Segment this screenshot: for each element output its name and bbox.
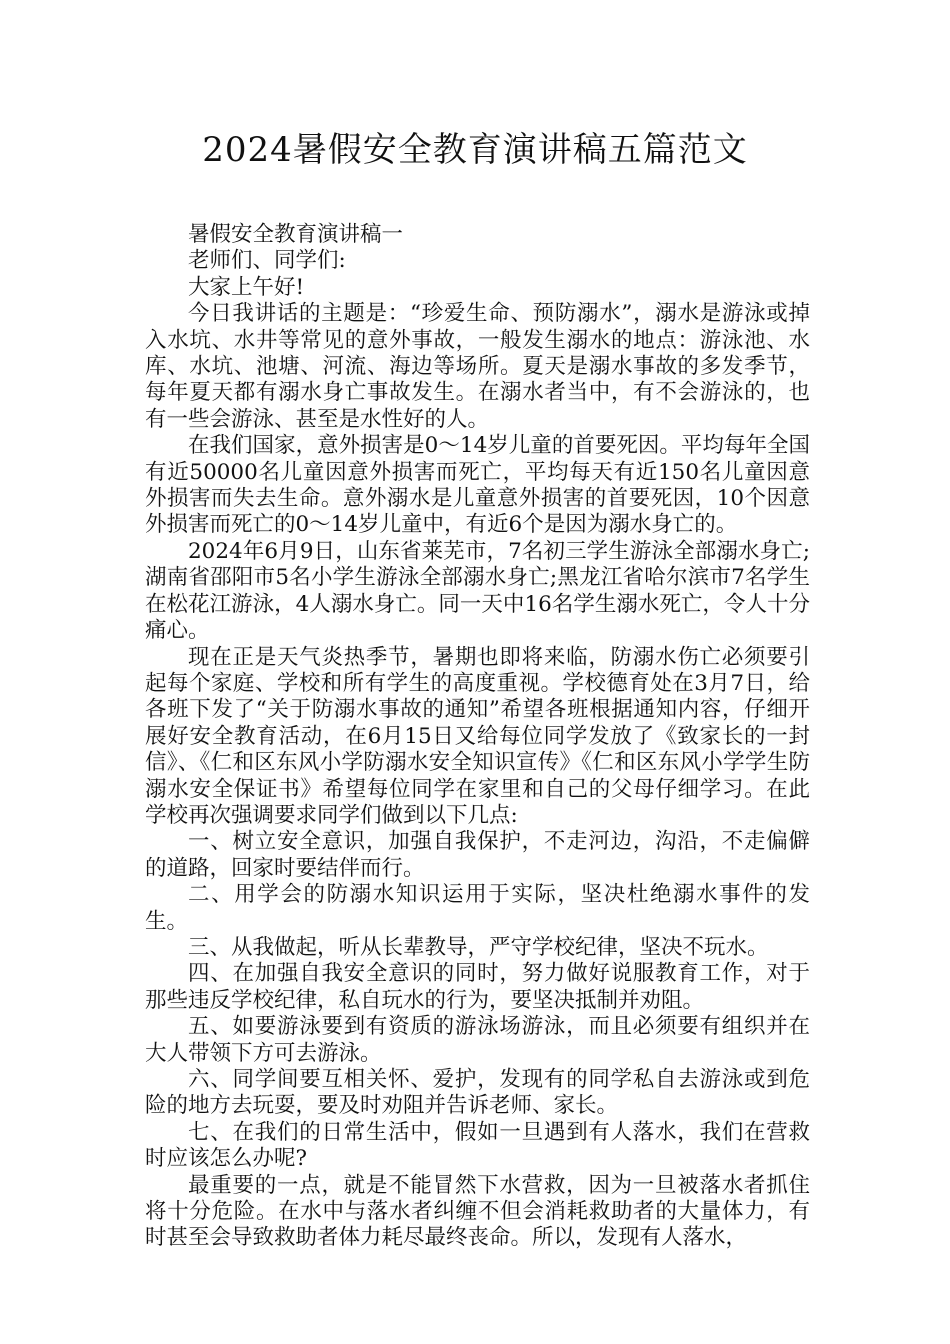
list-item: 三、从我做起，听从长辈教导，严守学校纪律，坚决不玩水。 xyxy=(188,934,769,960)
paragraph: 在我们国家，意外损害是0～14岁儿童的首要死因。平均每年全国有近50000名儿童因意外损害而死亡，平均每天有近150名儿童因意外损害而失去生命。意外溺水是儿童意外损害的首要死因，10个因意外损害而死亡的0～14岁儿童中，有近6个是因为溺水身亡的。 xyxy=(145,433,810,538)
paragraph: 2024年6月9日，山东省莱芜市，7名初三学生游泳全部溺水身亡;湖南省邵阳市5名小学生游泳全部溺水身亡;黑龙江省哈尔滨市7名学生在松花江游泳，4人溺水身亡。同一天中16名学生溺水死亡，令人十分痛心。 xyxy=(145,538,810,644)
list-item: 一、树立安全意识，加强自我保护，不走河边，沟沿，不走偏僻的道路，回家时要结伴而行。 xyxy=(145,829,810,881)
document-title: 2024暑假安全教育演讲稿五篇范文 xyxy=(202,130,748,170)
paragraph-salutation: 老师们、同学们: xyxy=(188,248,346,274)
list-item: 七、在我们的日常生活中，假如一旦遇到有人落水，我们在营救时应该怎么办呢? xyxy=(145,1119,810,1172)
paragraph: 最重要的一点，就是不能冒然下水营救，因为一旦被落水者抓住将十分危险。在水中与落水者纠缠不但会消耗救助者的大量体力，有时甚至会导致救助者体力耗尽最终丧命。所以，发现有人落水， xyxy=(145,1172,810,1251)
document-body xyxy=(145,222,810,1252)
paragraph-speech-heading: 暑假安全教育演讲稿一 xyxy=(188,222,404,247)
list-item: 五、如要游泳要到有资质的游泳场游泳，而且必须要有组织并在大人带领下方可去游泳。 xyxy=(145,1014,810,1066)
paragraph-greeting: 大家上午好! xyxy=(188,274,305,300)
paragraph: 现在正是天气炎热季节，暑期也即将来临，防溺水伤亡必须要引起每个家庭、学校和所有学生的高度重视。学校德育处在3月7日，给各班下发了“关于防溺水事故的通知”希望各班根据通知内容，仔细开展好安全教育活动，在6月15日又给每位同学发放了《致家长的一封信》、《仁和区东风小学防溺水安全知识宣传》《仁和区东风小学学生防溺水安全保证书》希望每位同学在家里和自己的父母仔细学习。在此学校再次强调要求同学们做到以下几点: xyxy=(145,644,810,828)
list-item: 四、在加强自我安全意识的同时，努力做好说服教育工作，对于那些违反学校纪律，私自玩水的行为，要坚决抵制并劝阻。 xyxy=(145,961,810,1013)
list-item: 六、同学间要互相关怀、爱护，发现有的同学私自去游泳或到危险的地方去玩耍，要及时劝阻并告诉老师、家长。 xyxy=(145,1067,810,1119)
paragraph: 今日我讲话的主题是：“珍爱生命、预防溺水”，溺水是游泳或掉入水坑、水井等常见的意外事故，一般发生溺水的地点：游泳池、水库、水坑、池塘、河流、海边等场所。夏天是溺水事故的多发季节，每年夏天都有溺水身亡事故发生。在溺水者当中，有不会游泳的，也有一些会游泳、甚至是水性好的人。 xyxy=(145,301,810,432)
list-item: 二、用学会的防溺水知识运用于实际，坚决杜绝溺水事件的发生。 xyxy=(145,882,810,934)
